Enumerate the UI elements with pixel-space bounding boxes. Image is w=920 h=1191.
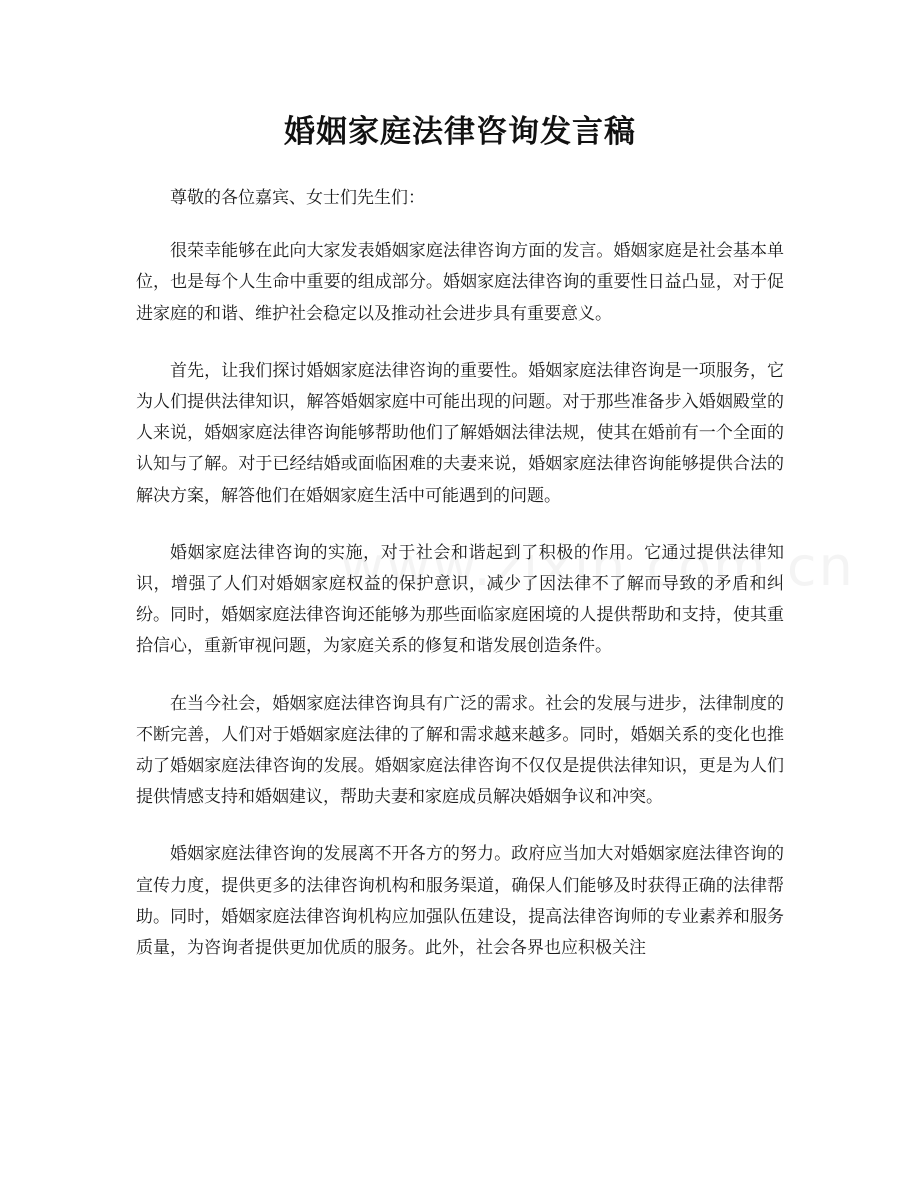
paragraph-intro: 很荣幸能够在此向大家发表婚姻家庭法律咨询方面的发言。婚姻家庭是社会基本单位，也是每个人生命中重要的组成部分。婚姻家庭法律咨询的重要性日益凸显，对于促进家庭的和谐、维护社会稳定以及推动社会进步具有重要意义。: [136, 241, 784, 324]
paragraph-importance: 首先，让我们探讨婚姻家庭法律咨询的重要性。婚姻家庭法律咨询是一项服务，它为人们提供法律知识，解答婚姻家庭中可能出现的问题。对于那些准备步入婚姻殿堂的人来说，婚姻家庭法律咨询能够帮助他们了解婚姻法律法规，使其在婚前有一个全面的认知与了解。对于已经结婚或面临困难的夫妻来说，婚姻家庭法律咨询能够提供合法的解决方案，解答他们在婚姻家庭生活中可能遇到的问题。: [136, 360, 784, 506]
paragraph-development: 婚姻家庭法律咨询的发展离不开各方的努力。政府应当加大对婚姻家庭法律咨询的宣传力度，提供更多的法律咨询机构和服务渠道，确保人们能够及时获得正确的法律帮助。同时，婚姻家庭法律咨询机构应加强队伍建设，提高法律咨询师的专业素养和服务质量，为咨询者提供更加优质的服务。此外，社会各界也应积极关注: [136, 844, 784, 959]
paragraph-demand: 在当今社会，婚姻家庭法律咨询具有广泛的需求。社会的发展与进步，法律制度的不断完善，人们对于婚姻家庭法律的了解和需求越来越多。同时，婚姻关系的变化也推动了婚姻家庭法律咨询的发展。婚姻家庭法律咨询不仅仅是提供法律知识，更是为人们提供情感支持和婚姻建议，帮助夫妻和家庭成员解决婚姻争议和冲突。: [136, 693, 784, 808]
paragraph-social-harmony: 婚姻家庭法律咨询的实施，对于社会和谐起到了积极的作用。它通过提供法律知识，增强了人们对婚姻家庭权益的保护意识，减少了因法律不了解而导致的矛盾和纠纷。同时，婚姻家庭法律咨询还能够为那些面临家庭困境的人提供帮助和支持，使其重拾信心，重新审视问题，为家庭关系的修复和谐发展创造条件。: [136, 542, 784, 657]
document-title: 婚姻家庭法律咨询发言稿: [284, 114, 636, 150]
greeting-paragraph: 尊敬的各位嘉宾、女士们先生们：: [170, 188, 425, 208]
document-body: [136, 183, 784, 990]
